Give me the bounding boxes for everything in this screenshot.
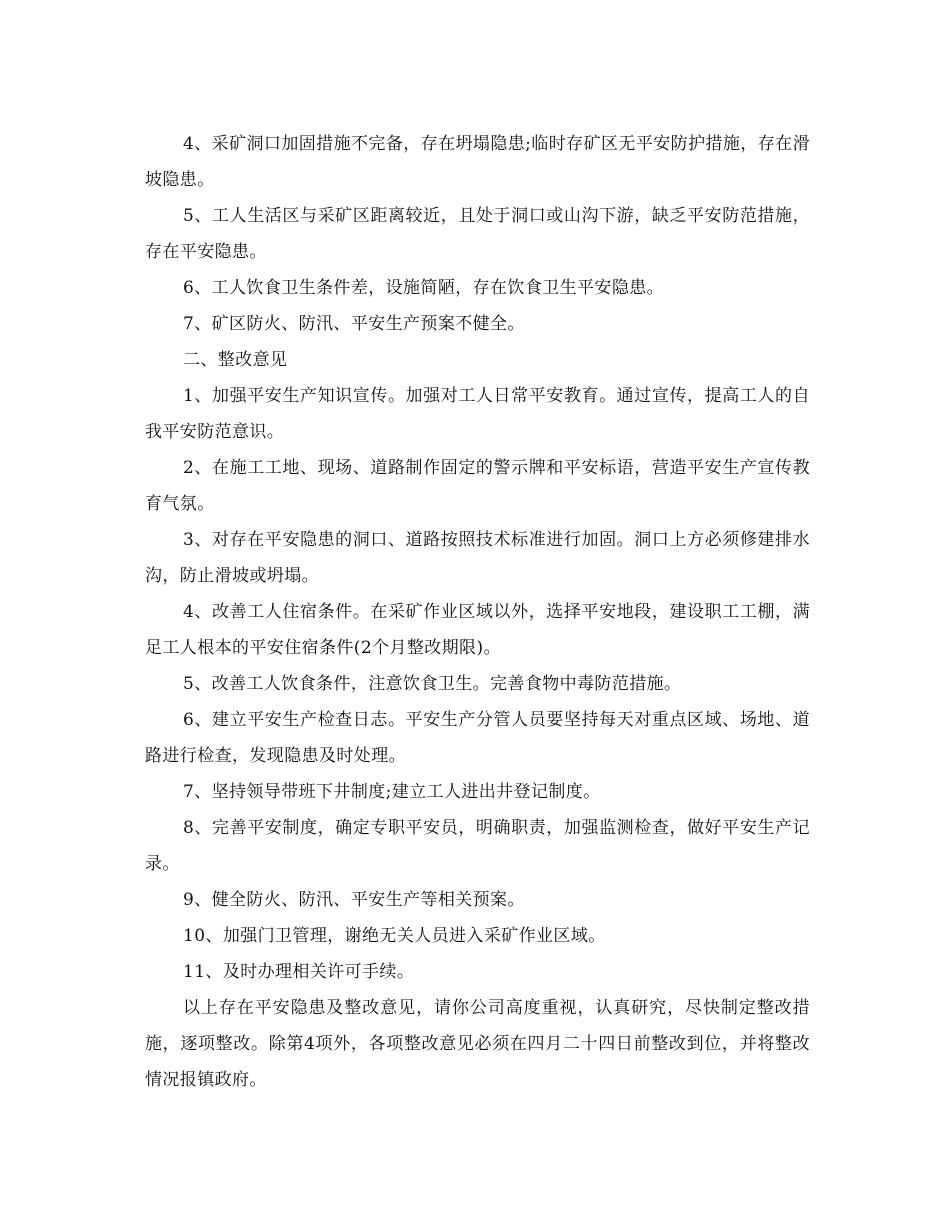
paragraph-opinion-9: 9、健全防火、防汛、平安生产等相关预案。 [183,890,525,910]
paragraph-opinion-2: 2、在施工工地、现场、道路制作固定的警示牌和平安标语，营造平安生产宣传教育气氛。 [145,458,810,514]
paragraph-hazard-7: 7、矿区防火、防汛、平安生产预案不健全。 [183,314,525,334]
paragraph-opinion-11: 11、及时办理相关许可手续。 [183,962,415,982]
paragraph-opinion-10: 10、加强门卫管理，谢绝无关人员进入采矿作业区域。 [183,926,606,946]
paragraph-opinion-7: 7、坚持领导带班下井制度;建立工人进出井登记制度。 [183,782,601,802]
paragraph-opinion-5: 5、改善工人饮食条件，注意饮食卫生。完善食物中毒防范措施。 [183,674,682,694]
paragraph-opinion-8: 8、完善平安制度，确定专职平安员，明确职责，加强监测检查，做好平安生产记录。 [145,818,810,874]
paragraph-conclusion: 以上存在平安隐患及整改意见，请你公司高度重视，认真研究，尽快制定整改措施，逐项整改。除第4项外，各项整改意见必须在四月二十四日前整改到位，并将整改情况报镇政府。 [145,998,810,1090]
paragraph-hazard-6: 6、工人饮食卫生条件差，设施简陋，存在饮食卫生平安隐患。 [183,278,665,298]
paragraph-hazard-5: 5、工人生活区与采矿区距离较近，且处于洞口或山沟下游，缺乏平安防范措施，存在平安隐患。 [145,206,810,262]
paragraph-hazard-4: 4、采矿洞口加固措施不完备，存在坍塌隐患;临时存矿区无平安防护措施，存在滑坡隐患。 [145,134,810,190]
paragraph-opinion-1: 1、加强平安生产知识宣传。加强对工人日常平安教育。通过宣传，提高工人的自我平安防范意识。 [145,386,810,442]
paragraph-opinion-6: 6、建立平安生产检查日志。平安生产分管人员要坚持每天对重点区域、场地、道路进行检查，发现隐患及时处理。 [145,710,810,766]
paragraph-opinion-3: 3、对存在平安隐患的洞口、道路按照技术标准进行加固。洞口上方必须修建排水沟，防止滑坡或坍塌。 [145,530,810,586]
document-body [145,126,810,1098]
paragraph-opinion-4: 4、改善工人住宿条件。在采矿作业区域以外，选择平安地段，建设职工工棚，满足工人根本的平安住宿条件(2个月整改期限)。 [145,602,810,658]
section-heading-rectification: 二、整改意见 [183,350,288,370]
